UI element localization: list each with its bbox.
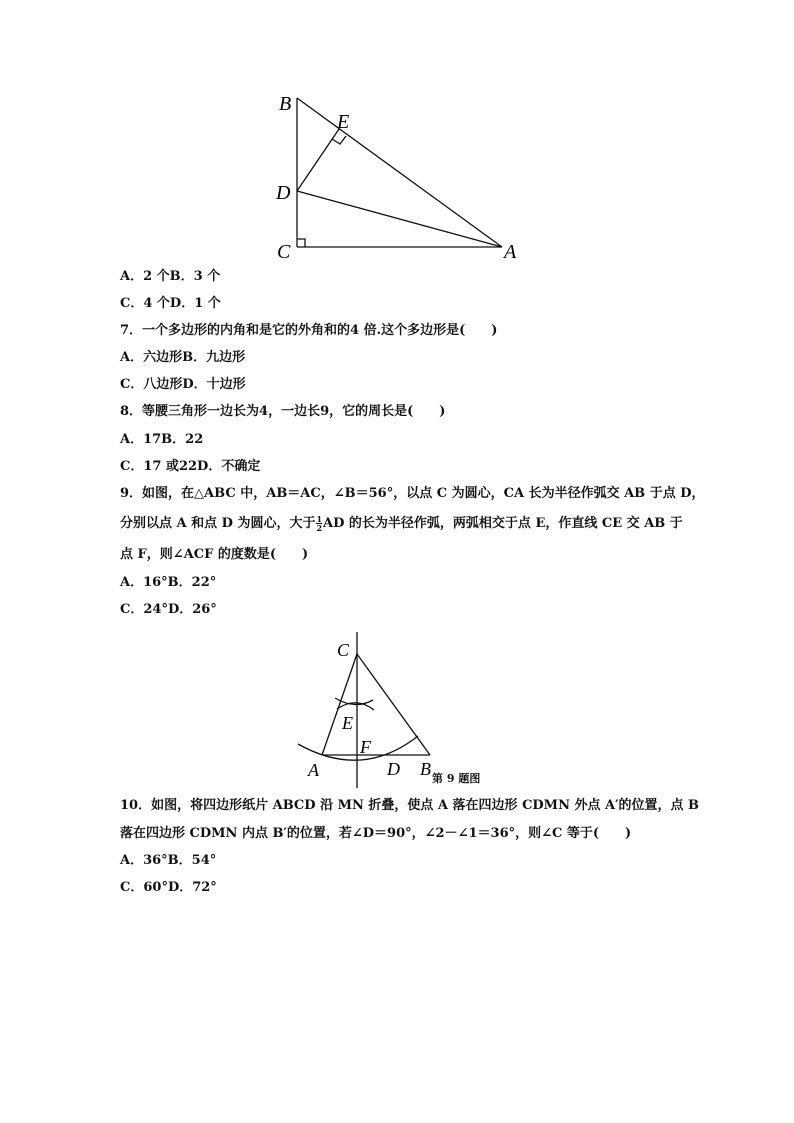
label-f: F (360, 737, 371, 757)
q7-options-1: A．六边形B．九边形 (120, 350, 246, 365)
segment-da (297, 191, 502, 247)
label-e: E (342, 713, 353, 733)
right-angle-mark-c (297, 239, 305, 247)
q8-options-2: C．17 或22D．不确定 (120, 459, 261, 474)
label-d: D (387, 759, 400, 779)
q10-line-2: 落在四边形 CDMN 内点 B′的位置，若∠D＝90°，∠2－∠1＝36°，则∠C 等于( ) (120, 826, 632, 841)
segment-ab (297, 98, 502, 247)
frac-denominator: 2 (316, 523, 323, 533)
label-c: C (277, 241, 291, 263)
label-a: A (504, 241, 517, 263)
fraction-one-half (316, 515, 322, 532)
q9-line-2-after: AD 的长为半径作弧，两弧相交于点 E，作直线 CE 交 AB 于 (323, 516, 683, 531)
label-d: D (276, 182, 291, 204)
label-b: B (420, 759, 431, 779)
label-c: C (337, 640, 350, 660)
segment-de (297, 129, 339, 191)
q9-line-2-before: 分别以点 A 和点 D 为圆心，大于 (120, 516, 316, 531)
label-b: B (279, 93, 292, 115)
arc-center-c (298, 736, 418, 760)
label-e: E (337, 111, 350, 133)
q9-line-1: 9．如图，在△ABC 中，AB＝AC，∠B＝56°，以点 C 为圆心，CA 长为半径作弧交 AB 于点 D， (120, 486, 705, 501)
q8-stem: 8．等腰三角形一边长为4，一边长9，它的周长是( ) (120, 404, 446, 419)
frac-numerator: 1 (316, 514, 323, 524)
q9-options-2: C．24°D．26° (120, 602, 217, 617)
q7-stem: 7．一个多边形的内角和是它的外角和的4 倍.这个多边形是( ) (120, 323, 498, 338)
q9-line-3: 点 F，则∠ACF 的度数是( ) (120, 547, 309, 562)
figure-q9-construction (290, 630, 450, 790)
q9-line-2 (120, 515, 683, 532)
arc-center-d (337, 703, 374, 710)
q9-options-1: A．16°B．22° (120, 575, 217, 590)
label-a: A (308, 760, 319, 780)
q6-options-2: C．4 个D．1 个 (120, 296, 221, 311)
q7-options-2: C．八边形D．十边形 (120, 377, 246, 392)
q6-options-1: A．2 个B．3 个 (120, 269, 221, 284)
figure-caption: 第 9 题图 (432, 772, 481, 785)
q10-options-2: C．60°D．72° (120, 880, 217, 895)
q10-line-1: 10．如图，将四边形纸片 ABCD 沿 MN 折叠，使点 A 落在四边形 CDMN 外点 A′的位置，点 B (120, 798, 700, 813)
q8-options-1: A．17B．22 (120, 432, 204, 447)
arc-center-a (335, 698, 373, 705)
q10-options-1: A．36°B．54° (120, 853, 217, 868)
figure-triangle-abc-de (270, 88, 530, 266)
